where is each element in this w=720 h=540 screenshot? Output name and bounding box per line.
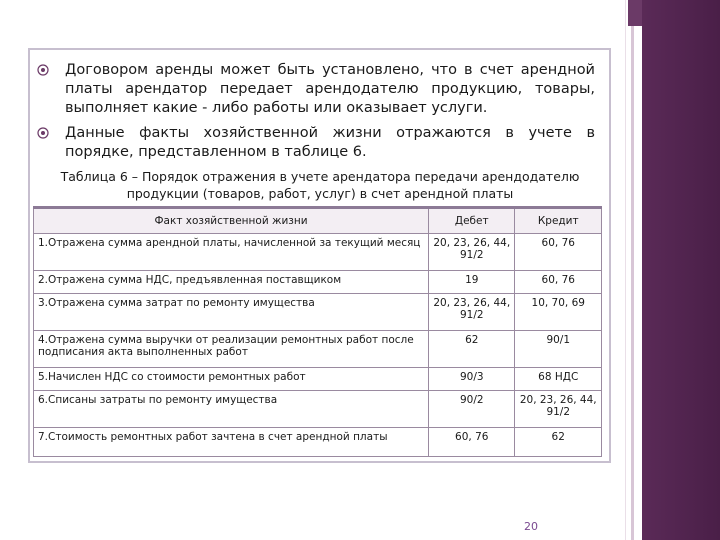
cell-debit: 62 [429, 331, 515, 368]
decorative-corner [628, 0, 642, 26]
cell-credit: 60, 76 [515, 271, 602, 294]
cell-fact: 7.Стоимость ремонтных работ зачтена в счет арендной платы [34, 428, 429, 457]
cell-debit: 20, 23, 26, 44, 91/2 [429, 294, 515, 331]
cell-debit: 90/3 [429, 368, 515, 391]
decorative-line [625, 0, 626, 540]
accounting-table [33, 206, 602, 457]
table-row [34, 271, 602, 294]
cell-fact: 1.Отражена сумма арендной платы, начисленной за текущий месяц [34, 234, 429, 271]
bullet-text: Данные факты хозяйственной жизни отражаются в учете в порядке, представленном в таблице 6. [65, 125, 595, 160]
cell-fact: 4.Отражена сумма выручки от реализации ремонтных работ после подписания акта выполненных работ [34, 331, 429, 368]
table-caption [40, 168, 600, 202]
cell-debit: 19 [429, 271, 515, 294]
table-row [34, 428, 602, 457]
table-row [34, 331, 602, 368]
cell-credit: 20, 23, 26, 44, 91/2 [515, 391, 602, 428]
cell-fact: 5.Начислен НДС со стоимости ремонтных работ [34, 368, 429, 391]
cell-credit: 90/1 [515, 331, 602, 368]
cell-fact: 2.Отражена сумма НДС, предъявленная поставщиком [34, 271, 429, 294]
page-number: 20 [524, 520, 538, 533]
header-fact: Факт хозяйственной жизни [34, 208, 429, 234]
header-debit: Дебет [429, 208, 515, 234]
bullet-paragraph-2 [65, 124, 595, 162]
decorative-line [631, 0, 634, 540]
table-row [34, 234, 602, 271]
cell-credit: 60, 76 [515, 234, 602, 271]
cell-debit: 60, 76 [429, 428, 515, 457]
bullet-target-icon [37, 63, 51, 77]
cell-credit: 10, 70, 69 [515, 294, 602, 331]
bullet-target-icon [37, 126, 51, 140]
bullet-text: Договором аренды может быть установлено, что в счет арендной платы арендатор передает арендодателю продукцию, товары, выполняет какие - либо работы или оказывает услуги. [65, 62, 595, 116]
caption-line: Таблица 6 – Порядок отражения в учете арендатора передачи арендодателю [60, 169, 580, 184]
table-row [34, 391, 602, 428]
cell-fact: 3.Отражена сумма затрат по ремонту имущества [34, 294, 429, 331]
cell-fact: 6.Списаны затраты по ремонту имущества [34, 391, 429, 428]
cell-credit: 68 НДС [515, 368, 602, 391]
table-header-row [34, 208, 602, 234]
header-credit: Кредит [515, 208, 602, 234]
table-row [34, 294, 602, 331]
cell-credit: 62 [515, 428, 602, 457]
table-row [34, 368, 602, 391]
cell-debit: 90/2 [429, 391, 515, 428]
cell-debit: 20, 23, 26, 44, 91/2 [429, 234, 515, 271]
decorative-sidebar [642, 0, 720, 540]
caption-line: продукции (товаров, работ, услуг) в счет арендной платы [126, 186, 514, 201]
bullet-paragraph-1 [65, 61, 595, 118]
